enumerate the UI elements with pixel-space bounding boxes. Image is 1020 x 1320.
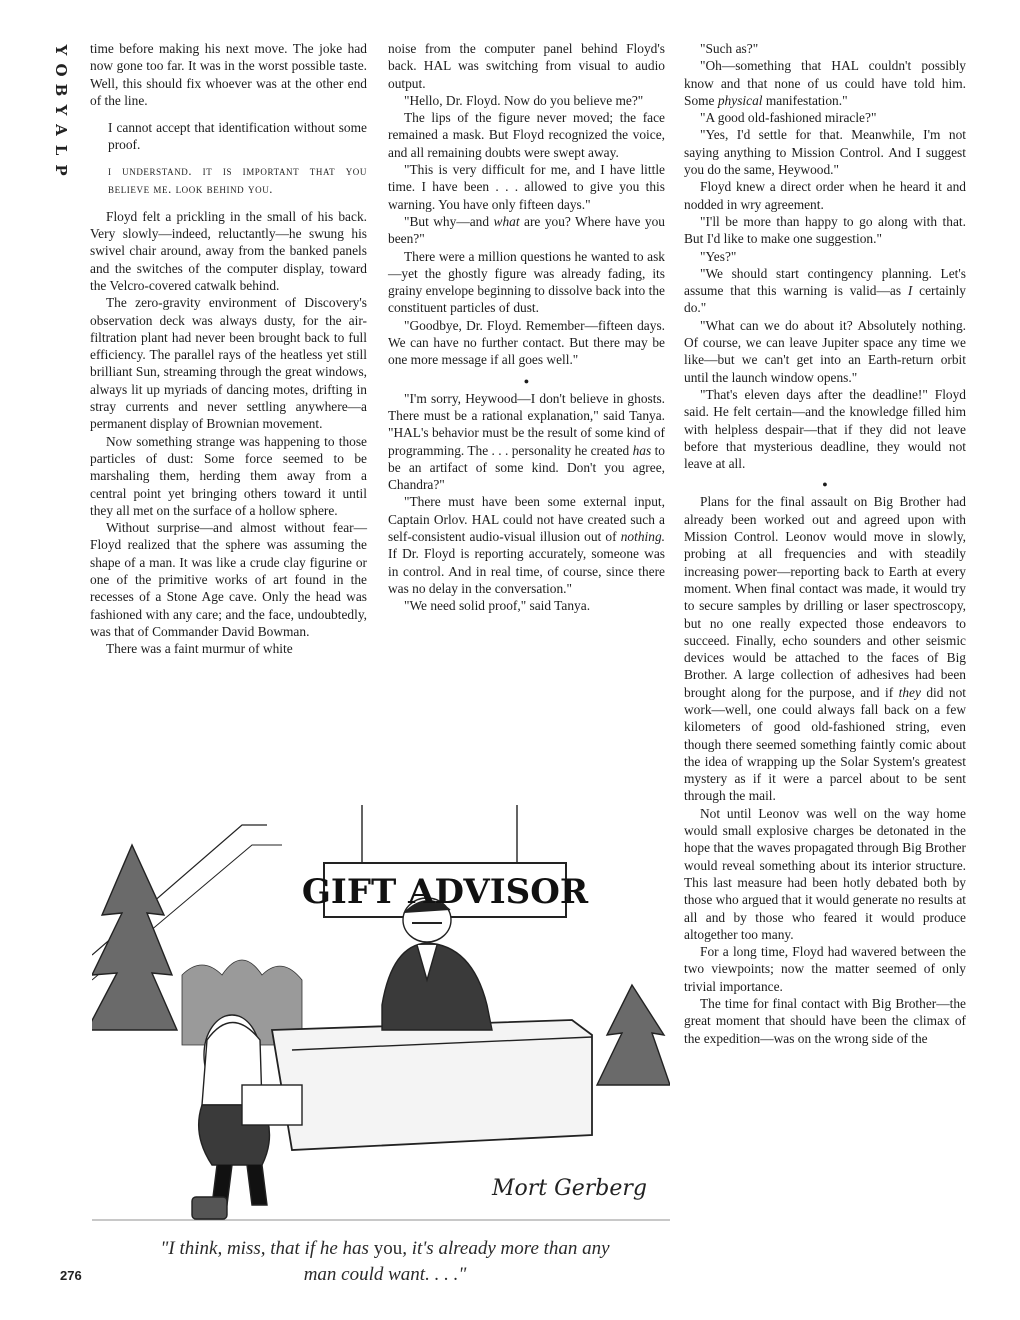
paragraph [388,213,665,248]
paragraph: There were a million questions he wanted to ask—yet the ghostly figure was already fading, its grainy envelope beginning to dissolve back into the constituent particles of dust. [388,248,665,316]
magazine-title [50,40,72,180]
paragraph: "A good old-fashioned miracle?" [700,110,877,126]
paragraph: The zero-gravity environment of Discovery's observation deck was always dusty, for the air-filtration plant had never been brought back to full efficiency. The parallel rays of the heatless yet still brilliant Sun, streaming through the great windows, always lit up myriads of dancing motes, drifting in stray currents and never settling anywhere—a permanent display of Brownian movement. [90,295,367,432]
text-run: certainly do." [684,283,966,316]
paragraph: "Hello, Dr. Floyd. Now do you believe me?" [404,92,644,108]
emphasis: what [493,213,520,229]
hal-reply: I cannot accept that identification without some proof. [108,120,367,153]
paragraph: "I'll be more than happy to go along with that. But I'd like to make one suggestion." [684,213,966,247]
text-run: "I'm sorry, Heywood—I don't believe in ghosts. There must be a rational explanation," said Tanya. "HAL's behavior must be the result of some kind of programming. The . . . personality he created [388,390,665,458]
paragraph [684,493,966,804]
paragraph: "What can we do about it? Absolutely nothing. Of course, we can leave Jupiter space any time we like—but we can't get into an Earth-return orbit until the launch window opens." [684,317,966,385]
emphasis: they [898,684,921,700]
paragraph: The lips of the figure never moved; the face remained a mask. But Floyd recognized the voice, and all remaining doubts were swept away. [388,110,665,160]
text-run: If Dr. Floyd is reporting accurately, someone was in control. And in real time, of course, since there was no delay in the conversation." [388,546,665,596]
paragraph: time before making his next move. The joke had now gone too far. It was in the worst possible taste. Well, this should fix whoever was at the other end of the line. [90,41,367,108]
section-divider: ● [523,375,530,386]
paragraph [388,390,665,494]
gift-advisor-sign: GIFT ADVISOR [301,872,589,912]
text-column-2 [388,40,665,615]
text-run: "I think, miss, that if he has [160,1238,374,1259]
paragraph: "Yes?" [700,248,737,264]
title-letter: L [52,144,70,156]
paragraph: Floyd felt a prickling in the small of his back. Very slowly—indeed, reluctantly—he swung his swivel chair around, away from the banked panels and the switches of the computer display, toward the Velcro-covered catwalk behind. [90,208,367,293]
title-letter: O [52,63,70,77]
paragraph [684,57,966,109]
paragraph: noise from the computer panel behind Floyd's back. HAL was switching from visual to audio output. [388,41,665,91]
text-column-3 [684,40,966,1047]
paragraph: For a long time, Floyd had wavered between the two viewpoints; now the matter seemed of only trivial importance. [684,944,966,994]
emphasis: has [632,442,652,458]
emphasis: I [907,283,913,299]
paragraph: "We need solid proof," said Tanya. [404,598,591,614]
paragraph: Floyd knew a direct order when he heard it and nodded in wry agreement. [684,179,966,212]
artist-signature: Mort Gerberg [492,1176,647,1201]
emphasis: you [373,1238,403,1259]
paragraph: "Such as?" [700,41,759,56]
cartoon-illustration [92,805,670,1225]
hal-message: i understand. it is important that you believe me. look behind you. [108,163,367,196]
title-letter: B [52,83,70,97]
title-letter: Y [52,44,70,56]
paragraph: Not until Leonov was well on the way home would small explosive charges be detonated in the hope that the waves propagated through Big Brother would reveal something about its interior structure. This last measure had been hotly debated both by those who argued that it would generate no results at all and by those who feared it would produce altogether too many. [684,805,967,942]
paragraph: "Goodbye, Dr. Floyd. Remember—fifteen days. We can have no further contact. But there may be one more message if all goes well." [388,317,665,368]
text-run: "There must have been some external input, Captain Orlov. HAL could not have created such a self-consistent audio-visual illusion out of [388,494,665,545]
cartoon-caption [150,1236,620,1288]
paragraph: There was a faint murmur of white [106,641,293,657]
text-run: to be an artifact of some kind. Don't you agree, Chandra?" [388,442,665,493]
paragraph: "Yes, I'd settle for that. Meanwhile, I'm not saying anything to Mission Control. And I suggest you do the same, Heywood." [684,127,966,178]
text-run: Plans for the final assault on Big Brother had already been worked out and agreed upon with Mission Control. Leonov would move in slowly, probing at all frequencies and with steadily increasing power—reporting back to Earth at every moment. When final contact was made, it would try to secure samples by drilling or laser spectroscopy, but no one really expected those endeavors to succeed. Finally, echo sounders and other seismic devices would be attached to the faces of Big Brother. A large collection of adhesives had been brought along for the purpose, and if [684,494,966,700]
title-letter: Y [52,104,70,116]
paragraph [684,265,966,317]
text-run: are you? Where have you been?" [388,213,666,247]
text-run: "Oh—something that HAL couldn't possibly know and that none of us could have told him. Some [684,58,966,108]
text-run: , it's already more than any man could want. . . ." [303,1238,610,1285]
text-run: "We should start contingency planning. Let's assume that this warning is valid—as [684,265,966,299]
text-run: manifestation." [762,92,848,108]
emphasis: nothing. [620,529,665,545]
paragraph: The time for final contact with Big Brother—the great moment that should have been the climax of the expedition—was on the wrong side of the [684,996,966,1046]
page-number: 276 [60,1268,82,1283]
paragraph: Now something strange was happening to those particles of dust: Some force seemed to be marshaling them, herding them away from a central point yet bringing others toward it until they all met on the surface of a hollow sphere. [90,433,367,518]
emphasis: physical [717,92,763,108]
text-column-1 [90,40,367,658]
title-letter: P [52,164,70,176]
section-divider: ● [822,479,828,490]
title-letter: A [52,124,70,136]
text-run: did not work—well, one could always fall back on a few kilometers of good old-fashioned string, even though there seemed something faintly comic about the idea of wrapping up the Solar System's greatest mystery as if it were a parcel about to be sent through the mail. [684,684,966,804]
paragraph: "This is very difficult for me, and I have little time. I have been . . . allowed to give you this warning. You have only fifteen days." [388,162,665,212]
text-run: "But why—and [404,213,494,229]
paragraph: Without surprise—and almost without fear—Floyd realized that the sphere was assuming the shape of a man. It was like a crude clay figurine or one of the primitive works of art found in the recesses of a Stone Age cave. Only the head was fashioned with any care; and the face, undoubtedly, was that of Commander David Bowman. [90,520,367,639]
paragraph [388,493,665,597]
hal-dialogue [108,119,367,198]
paragraph: "That's eleven days after the deadline!" Floyd said. He felt certain—and the knowledge filled him with helpless despair—that if they did not leave before that mysterious deadline, they would not leave at all. [684,386,966,472]
